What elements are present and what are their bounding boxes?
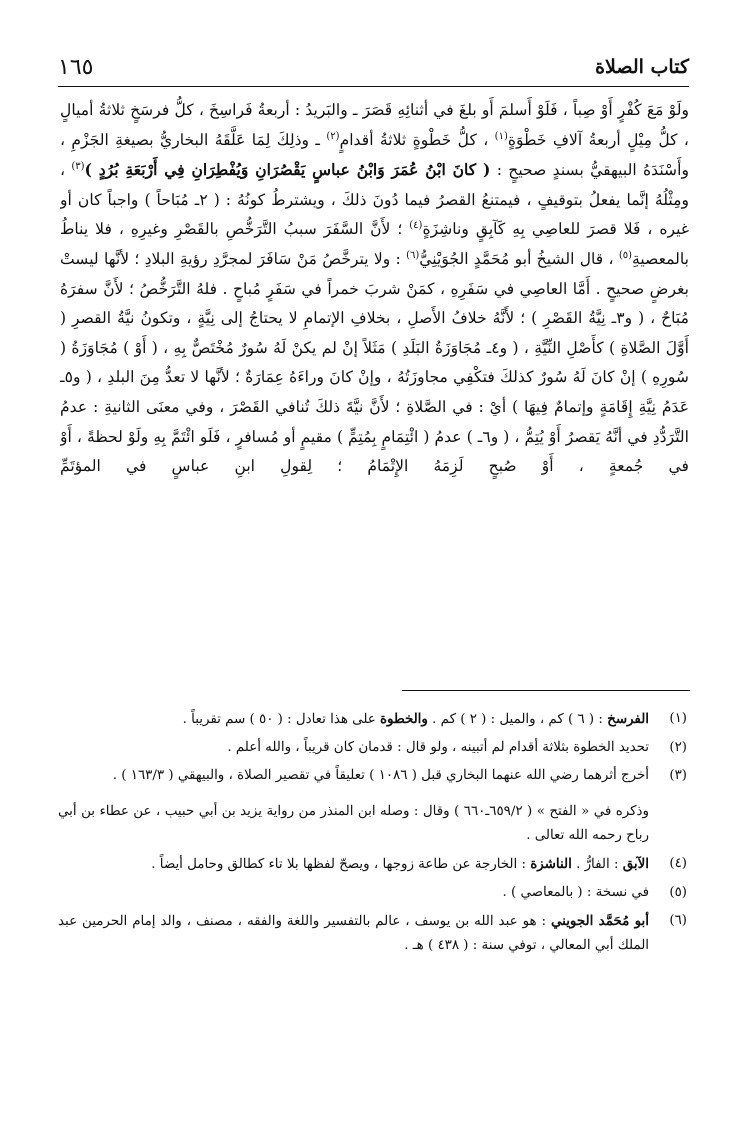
text-segment: ، كلُّ خَطْوةٍ ثلاثةُ أقدامٍ <box>339 130 489 149</box>
footnote-segment: : الفارُّ . <box>576 857 619 872</box>
footnote-segment: : الخارجة عن طاعة زوجها ، ويصحّ لفظها بلا تاء كطالق وحامل أيضاً . <box>151 857 526 872</box>
footnote-6 <box>58 909 687 958</box>
text-segment: ؛ لأَنَّ السَّفَرَ سببُ التَّرَخُّصِ بالقَصْرِ وغيرِهِ ، فلا يناطُ بالمعصيةِ <box>60 220 689 268</box>
footnote-text <box>58 707 649 732</box>
footnote-number: (٢) <box>669 740 687 755</box>
footnote-5 <box>58 881 687 905</box>
footnote-separator <box>402 690 690 691</box>
footnote-text: في نسخة : ( بالمعاصي ) . <box>502 885 649 900</box>
footnote-term: أبو مُحَمَّد الجويني <box>551 913 649 929</box>
footnote-number: (٦) <box>669 913 687 928</box>
footnote-4 <box>58 852 687 877</box>
footnote-marker-2: (٢) <box>326 130 340 142</box>
text-segment: ـ وذلِكَ لِمَا عَلَّقَهُ البخاريُّ بصيغةِ الجَزْمِ ، وأَسْنَدَهُ البيهقيُّ بسندٍ صحيحٍ : <box>60 130 689 180</box>
page-header <box>58 50 689 84</box>
text-segment: : ولا يترخَّصُ مَنْ سَافَرَ لمجرَّدِ رؤيةِ البلادِ ؛ لأنَّها ليستْ بغرضٍ صحيحٍ . أَمَّا العاصِي في سَفَرِهِ ، كمَنْ شربَ خمراً في سَفَرٍ مُباحٍ . فلهُ التَّرَخُّصُ ؛ لأَنَّ سفرَهُ مُبَاحٌ ، ( و٣ـ نِيَّةُ القَصْرِ ) ؛ لأَنَّهُ خلافُ الأَصلِ ، بخلافِ الإتمامِ لا يحتاجُ إلى نِيَّةٍ ، وتكونُ نيَّةُ القصرِ ( أَوَّلَ الصَّلاةِ ) كأَصْلِ النِّيَّةِ ، ( و٤ـ مُجَاوَزَةُ البَلَدِ ) مَثَلاً إنْ لم يكنْ لَهُ سُورٌ مُخْتَصٌّ بِهِ ، ( أَوْ ) مُجَاوَزَةُ ( سُورِهِ ) إنْ كانَ لَهُ سُورٌ كذلكَ فتكْفِي مجاوزَتُهُ ، وإنْ كانَ وراءَهُ عِمَارَةٌ ؛ لأنَّها لا تعدُّ مِنَ البلدِ ، ( و٥ـ عَدَمُ نِيَّةِ إِقَامَةٍ وإتمامٌ فِيهَا ) أيْ : في الصَّلاةِ ؛ لأَنَّ نيَّةَ ذلكَ تُنافي القَصْرَ ، وفي معنَى الثانيةِ : عدمُ التَّرَدُّدِ في أنَّهُ يَقصرُ أَوْ يُتِمُّ ، ( و٦ـ ) عدمُ ( ائْتِمَامٍ بِمُتِمٍّ ) مقيمٍ أو مُسافرٍ ، فَلَو ائْتَمَّ بِهِ ولَوْ لحظةً ، أَوْ في جُمعةٍ ، أَوْ صُبحٍ لَزِمَهُ الإِتْمَامُ ؛ لِقولِ ابنِ عباسٍ في المؤتَمِّ <box>60 249 689 476</box>
footnote-term: الناشزة <box>530 856 572 872</box>
footnote-2 <box>58 736 687 760</box>
text-segment: ، ومِثْلُهُ إنَّما يفعلُ بتوقيفٍ ، فيمتنعُ القصرُ فيما دُونَ ذلكَ ، ويشترطُ كونُهُ : ( ٢ـ مُبَاحاً ) واجباً كان أو غيره ، فَلا قصرَ للعاصِي بِهِ كَآبِقٍ وناشِزَةٍ <box>60 161 689 239</box>
footnote-segment: : هو عبد الله بن يوسف ، عالم بالتفسير واللغة والفقه ، مصنف ، والد إمام الحرمين عبد الملك أبي المعالي ، توفي سنة : ( ٤٣٨ ) هـ . <box>58 914 649 953</box>
header-rule <box>58 86 689 87</box>
running-title: كتاب الصلاة <box>595 56 689 78</box>
footnote-marker-3: (٣) <box>71 161 85 172</box>
footnote-number: (٤) <box>669 856 687 871</box>
footnote-number: (٥) <box>669 885 687 900</box>
main-text <box>60 96 689 678</box>
footnote-text <box>58 852 649 877</box>
footnote-marker-4: (٤) <box>409 220 423 232</box>
text-segment: ولَوْ مَعَ كُفْرٍ أَوْ صِباً ، فَلَوْ أَسلمَ أَو بلغَ في أثنائِهِ قَصَرَ ـ والبَريدُ : أربعةُ فَراسِخَ ، كلُّ فرسَخٍ ثلاثةُ أميالٍ ، كلُّ مِيْلٍ أربعةُ آلافِ خَطْوَةٍ <box>60 101 689 149</box>
footnote-text: أخرج أثرهما رضي الله عنهما البخاري قبل ( ١٠٨٦ ) تعليقاً في تقصير الصلاة ، والبيهقي ( ١٦٣/٣ ) . <box>112 768 649 783</box>
footnote-text <box>58 909 649 958</box>
footnote-marker-5: (٥) <box>618 249 632 261</box>
footnote-marker-6: (٦) <box>406 249 420 261</box>
text-segment: ، قال الشيخُ أبو مُحَمَّدٍ الجُوَيْنِيُّ <box>419 249 614 268</box>
footnote-term: الفرسخ <box>607 711 649 727</box>
footnotes <box>58 707 687 1097</box>
footnote-text: تحديد الخطوة بثلاثة أقدام لم أتبينه ، ولو قال : قدمان كان قريباً ، والله أعلم . <box>227 740 649 755</box>
footnote-3 <box>58 764 687 788</box>
footnote-number: (١) <box>669 711 687 726</box>
footnote-segment: على هذا تعادل : ( ٥٠ ) سم تقريباً . <box>182 712 376 727</box>
footnote-term: الآبق <box>622 856 649 872</box>
footnote-1 <box>58 707 687 732</box>
footnote-number: (٣) <box>669 768 687 783</box>
footnote-term: والخطوة <box>380 711 428 727</box>
main-paragraph <box>60 96 689 482</box>
hadith-quote: ( كانَ ابْنُ عُمَرَ وَابْنُ عباسٍ يَقْصُرَانِ وَيُفْطِرَانِ فِي أَرْبَعَةِ بُرُدٍ ) <box>84 160 491 180</box>
page-number: ١٦٥ <box>58 54 94 80</box>
footnote-segment: : ( ٦ ) كم ، والميل : ( ٢ ) كم . <box>432 712 603 727</box>
footnote-marker-1: (١) <box>494 130 508 142</box>
footnote-3-continuation: وذكره في « الفتح » ( ٦٥٩/٢ـ٦٦٠ ) وقال : وصله ابن المنذر من رواية يزيد بن أبي حبيب ، عن عطاء بن أبي رباح رحمه الله تعالى . <box>58 804 649 843</box>
